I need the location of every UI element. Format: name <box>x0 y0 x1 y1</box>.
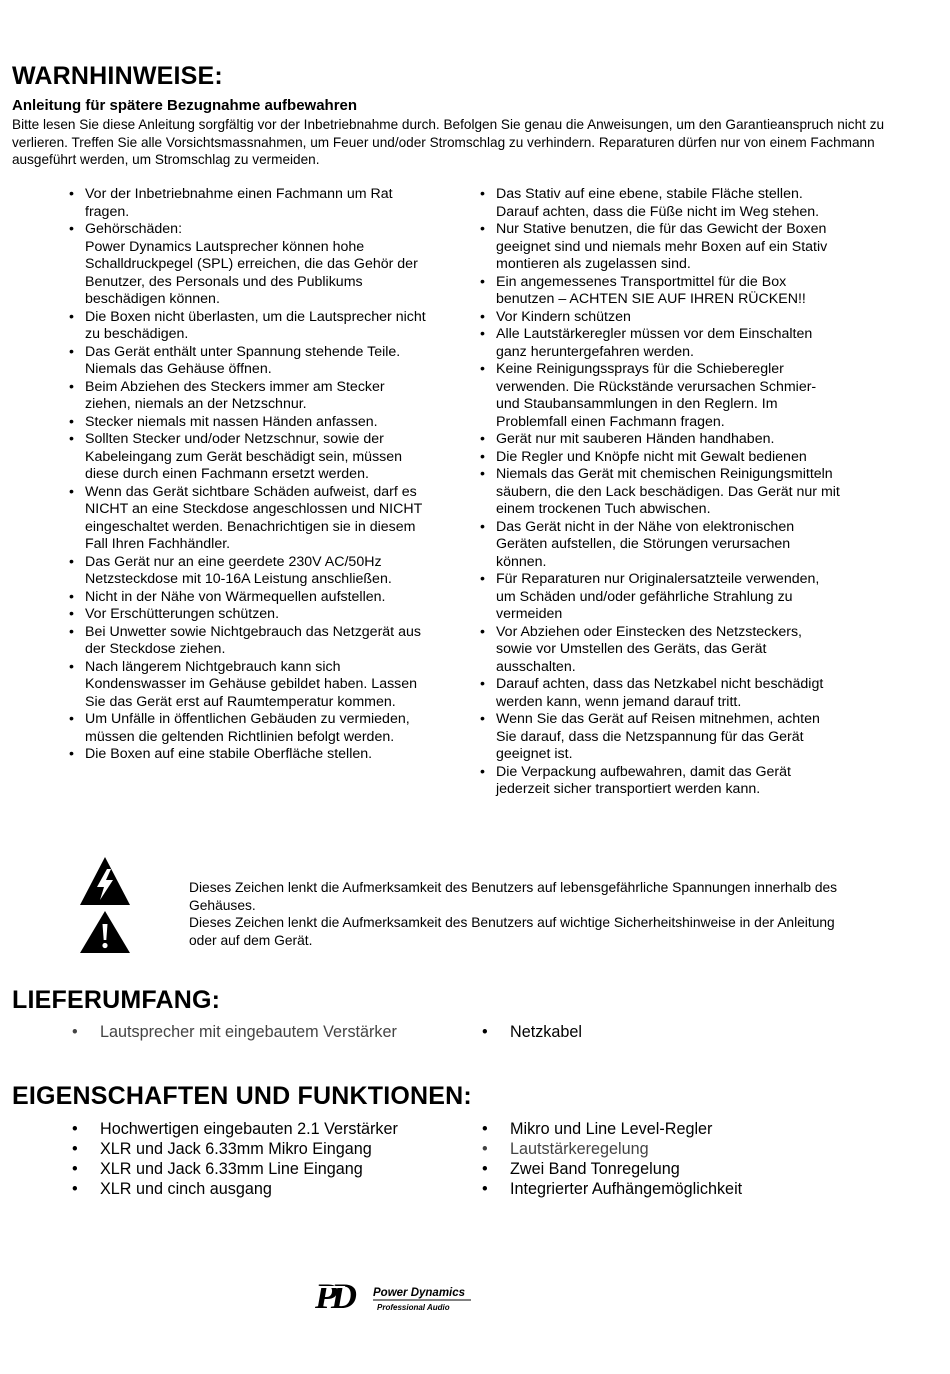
list-item: • Hochwertigen eingebauten 2.1 Verstärker <box>68 1119 468 1139</box>
list-item: • Nur Stative benutzen, die für das Gewicht der Boxen geeignet sind und niemals mehr Boxen auf ein Stativ montieren als zugelassen sind. <box>480 221 840 274</box>
list-item: • Um Unfälle in öffentlichen Gebäuden zu vermieden, müssen die geltenden Richtlinien befolgt werden. <box>69 711 429 746</box>
list-item: • Darauf achten, dass das Netzkabel nicht beschädigt werden kann, wenn jemand darauf tritt. <box>480 676 840 711</box>
list-item: • Vor der Inbetriebnahme einen Fachmann um Rat fragen. <box>69 186 429 221</box>
list-item: • Keine Reinigungssprays für die Schieberegler verwenden. Die Rückstände verursachen Schmier- und Staubansammlungen in den Reglern. Im Problemfall einen Fachmann fragen. <box>480 361 840 431</box>
list-item: • Integrierter Aufhängemöglichkeit <box>478 1179 878 1199</box>
list-item: • Zwei Band Tonregelung <box>478 1159 878 1179</box>
warnings-list-right <box>480 186 840 799</box>
features-heading: EIGENSCHAFTEN UND FUNKTIONEN: <box>12 1082 472 1110</box>
list-item: • Nicht in der Nähe von Wärmequellen aufstellen. <box>69 589 429 607</box>
list-item: • Stecker niemals mit nassen Händen anfassen. <box>69 414 429 432</box>
list-item: • Das Gerät nicht in der Nähe von elektronischen Geräten aufstellen, die Störungen verursachen können. <box>480 519 840 572</box>
scope-of-delivery-heading: LIEFERUMFANG: <box>12 986 221 1014</box>
warnings-heading: WARNHINWEISE: <box>12 62 223 90</box>
list-item: • Sollten Stecker und/oder Netzschnur, sowie der Kabeleingang zum Gerät beschädigt sein, müssen diese durch einen Fachmann ersetzt werden. <box>69 431 429 484</box>
list-item: • Wenn Sie das Gerät auf Reisen mitnehmen, achten Sie darauf, dass die Netzspannung für das Gerät geeignet ist. <box>480 711 840 764</box>
list-item: • Gerät nur mit sauberen Händen handhaben. <box>480 431 840 449</box>
logo-brand: Power Dynamics <box>373 1287 466 1299</box>
list-item: • Die Verpackung aufbewahren, damit das Gerät jederzeit sicher transportiert werden kann. <box>480 764 840 799</box>
list-item: • Lautstärkeregelung <box>478 1139 878 1159</box>
list-item: • Vor Kindern schützen <box>480 309 840 327</box>
list-item <box>69 221 429 309</box>
list-item: • Nach längerem Nichtgebrauch kann sich Kondenswasser im Gehäuse gebildet haben. Lassen Sie das Gerät erst auf Raumtemperatur kommen. <box>69 659 429 712</box>
symbol-explanations <box>189 879 849 949</box>
list-item: • Für Reparaturen nur Originalersatzteile verwenden, um Schäden und/oder gefährliche Strahlung zu vermeiden <box>480 571 840 624</box>
list-item: • Vor Abziehen oder Einstecken des Netzsteckers, sowie vor Umstellen des Geräts, das Gerät ausschalten. <box>480 624 840 677</box>
list-item: • XLR und cinch ausgang <box>68 1179 468 1199</box>
scope-list-right <box>478 1022 878 1042</box>
list-item: • Bei Unwetter sowie Nichtgebrauch das Netzgerät aus der Steckdose ziehen. <box>69 624 429 659</box>
list-item: • XLR und Jack 6.33mm Line Eingang <box>68 1159 468 1179</box>
list-item: • Netzkabel <box>478 1022 878 1042</box>
list-item: • Das Gerät enthält unter Spannung stehende Teile. Niemals das Gehäuse öffnen. <box>69 344 429 379</box>
list-item: • Die Boxen nicht überlasten, um die Lautsprecher nicht zu beschädigen. <box>69 309 429 344</box>
list-item: • Die Boxen auf eine stabile Oberfläche stellen. <box>69 746 429 764</box>
list-item: • Wenn das Gerät sichtbare Schäden aufweist, darf es NICHT an eine Steckdose angeschlossen und NICHT eingeschaltet werden. Benachrichtigen sie in diesem Fall Ihren Fachhändler. <box>69 484 429 554</box>
list-item: • XLR und Jack 6.33mm Mikro Eingang <box>68 1139 468 1159</box>
list-item: • Mikro und Line Level-Regler <box>478 1119 878 1139</box>
list-item: • Das Gerät nur an eine geerdete 230V AC/50Hz Netzsteckdose mit 10-16A Leistung anschließen. <box>69 554 429 589</box>
logo-tagline: Professional Audio <box>377 1303 450 1312</box>
features-list-right <box>478 1119 878 1199</box>
list-item: • Ein angemessenes Transportmittel für die Box benutzen – ACHTEN SIE AUF IHREN RÜCKEN!! <box>480 274 840 309</box>
list-item: • Beim Abziehen des Steckers immer am Stecker ziehen, niemals an der Netzschnur. <box>69 379 429 414</box>
list-item: • Niemals das Gerät mit chemischen Reinigungsmitteln säubern, die den Lack beschädigen. Das Gerät nur mit einem trockenen Tuch abwischen. <box>480 466 840 519</box>
warnings-subheading: Anleitung für spätere Bezugnahme aufbewahren <box>12 97 358 114</box>
features-list-left <box>68 1119 468 1199</box>
logo-mark: PD <box>315 1276 351 1316</box>
exclamation-warning-icon <box>78 909 132 955</box>
list-item: • Vor Erschütterungen schützen. <box>69 606 429 624</box>
voltage-symbol-text: Dieses Zeichen lenkt die Aufmerksamkeit des Benutzers auf lebensgefährliche Spannungen innerhalb des Gehäuses. <box>189 880 838 913</box>
list-item: • Die Regler und Knöpfe nicht mit Gewalt bedienen <box>480 449 840 467</box>
high-voltage-warning-icon <box>78 855 132 907</box>
warnings-intro: Bitte lesen Sie diese Anleitung sorgfältig vor der Inbetriebnahme durch. Befolgen Sie genau die Anweisungen, um den Garantieanspruch nicht zu verlieren. Treffen Sie alle Vorsichtsmassnahmen, um Feuer und/oder Stromschlag zu verhindern. Reparaturen dürfen nur von einem Fachmann ausgeführt werden, um Stromschlag zu vermeiden. <box>12 117 885 168</box>
list-item: • Lautsprecher mit eingebautem Verstärker <box>68 1022 468 1042</box>
list-item: • Das Stativ auf eine ebene, stabile Fläche stellen. Darauf achten, dass die Füße nicht im Weg stehen. <box>480 186 840 221</box>
scope-list-left <box>68 1022 468 1042</box>
list-item-detail: Power Dynamics Lautsprecher können hohe Schalldruckpegel (SPL) erreichen, die das Gehör der Benutzer, des Personals und des Publikums beschädigen können. <box>85 238 418 307</box>
list-item: • Alle Lautstärkeregler müssen vor dem Einschalten ganz heruntergefahren werden. <box>480 326 840 361</box>
list-item-label: Gehörschäden: <box>85 221 183 237</box>
power-dynamics-logo <box>315 1274 475 1316</box>
safety-symbol-text: Dieses Zeichen lenkt die Aufmerksamkeit des Benutzers auf wichtige Sicherheitshinweise in der Anleitung oder auf dem Gerät. <box>189 915 835 948</box>
warnings-list-left <box>69 186 429 764</box>
